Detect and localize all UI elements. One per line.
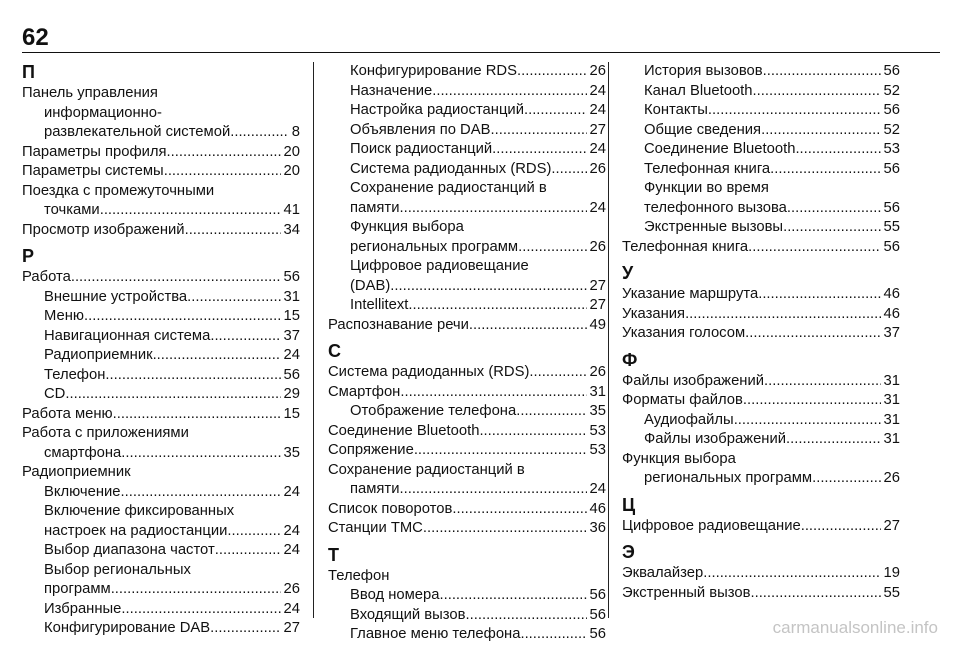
index-page-number: 52 — [883, 121, 900, 138]
index-entry-label: История вызовов — [644, 63, 763, 79]
index-entry — [328, 296, 606, 316]
dot-leader — [423, 519, 587, 539]
dot-leader — [65, 385, 280, 405]
dot-leader — [795, 140, 880, 160]
index-page-number: 26 — [883, 470, 900, 486]
index-entry-label: Телефонная книга — [622, 238, 749, 255]
dot-leader — [187, 288, 280, 308]
index-entry-label: настроек на радиостанции — [44, 522, 228, 539]
index-entry — [328, 199, 606, 219]
dot-leader — [812, 469, 880, 489]
column-divider — [313, 62, 314, 618]
index-page-number: 31 — [589, 383, 606, 400]
index-page-number: 24 — [283, 542, 300, 558]
index-entry — [22, 143, 300, 163]
dot-leader — [750, 584, 880, 604]
index-page-number: 36 — [589, 520, 606, 536]
index-entry-label: Соединение Bluetooth — [328, 422, 480, 439]
index-entry — [22, 444, 300, 464]
index-page-number: 34 — [283, 221, 300, 238]
index-entry — [22, 600, 300, 620]
index-page-number: 27 — [883, 517, 900, 534]
index-page-number: 29 — [283, 386, 300, 402]
index-page-number: 53 — [589, 422, 606, 439]
dot-leader — [164, 162, 281, 182]
index-entry-label: Цифровое радиовещание — [622, 517, 801, 534]
index-entry-label: Выбор диапазона частот — [44, 542, 215, 558]
dot-leader — [210, 619, 280, 639]
index-entry-label: Форматы файлов — [622, 392, 743, 408]
index-entry-label: памяти — [350, 199, 400, 216]
index-entry-text: Панель управления — [22, 85, 158, 101]
index-entry-label: Конфигурирование DAB — [44, 620, 211, 636]
index-entry-label: Список поворотов — [328, 500, 453, 517]
index-letter-heading: Т — [328, 544, 339, 565]
index-entry — [328, 121, 606, 141]
dot-leader — [111, 580, 281, 600]
index-entry — [328, 82, 606, 102]
index-entry-label: Канал Bluetooth — [644, 82, 753, 99]
index-entry-label: Экстренный вызов — [622, 584, 751, 601]
index-entry-label: Радиоприемник — [44, 347, 153, 363]
dot-leader — [469, 316, 587, 336]
dot-leader — [230, 123, 289, 143]
dot-leader — [399, 199, 586, 219]
index-letter-heading: Р — [22, 246, 35, 266]
index-letter-heading: С — [328, 341, 341, 361]
index-page-number: 24 — [589, 82, 606, 99]
index-entry — [22, 580, 300, 600]
dot-leader — [801, 517, 881, 537]
index-entry-label: Файлы изображений — [622, 372, 765, 389]
index-entry — [328, 316, 606, 336]
index-entry-label: смартфона — [44, 444, 122, 461]
index-entry-label: Общие сведения — [644, 121, 762, 138]
index-entry-label: Параметры профиля — [22, 143, 167, 160]
index-entry-label: Входящий вызов — [350, 606, 466, 623]
index-page-number: 26 — [589, 364, 606, 380]
index-entry — [328, 500, 606, 520]
dot-leader — [529, 363, 586, 383]
index-entry-label: Работа — [22, 269, 71, 285]
index-entry-label: Система радиоданных (RDS) — [350, 160, 552, 177]
index-entry — [22, 201, 300, 221]
index-entry-text: Радиоприемник — [22, 464, 131, 480]
dot-leader — [479, 422, 586, 442]
index-entry — [622, 140, 900, 160]
index-entry — [328, 519, 606, 539]
index-column-1 — [22, 62, 300, 639]
index-entry — [22, 619, 300, 639]
index-entry — [328, 441, 606, 461]
index-entry — [328, 402, 606, 422]
index-page-number: 56 — [883, 102, 900, 118]
index-entry-text: Выбор региональных — [44, 561, 191, 578]
dot-leader — [153, 346, 281, 366]
index-entry — [622, 218, 900, 238]
index-entry-label: Избранные — [44, 600, 122, 617]
dot-leader — [490, 121, 586, 141]
index-entry — [622, 82, 900, 102]
index-entry-label: развлекательной системой — [44, 124, 231, 140]
index-entry-label: Включение — [44, 483, 121, 500]
index-page-number: 27 — [283, 620, 300, 636]
index-page-number: 56 — [883, 238, 900, 255]
index-entry — [328, 101, 606, 121]
dot-leader — [185, 221, 281, 241]
index-entry-text: информационно- — [44, 104, 162, 121]
dot-leader — [685, 305, 880, 325]
dot-leader — [71, 268, 281, 288]
index-page-number: 52 — [883, 82, 900, 99]
index-entry-label: Конфигурирование RDS — [350, 63, 517, 79]
index-page-number: 35 — [589, 403, 606, 419]
index-entry-label: Назначение — [350, 82, 433, 99]
dot-leader — [734, 411, 881, 431]
index-entry-label: Меню — [44, 308, 84, 324]
index-page-number: 27 — [589, 297, 606, 313]
index-page-number: 35 — [283, 444, 300, 461]
index-entry — [22, 288, 300, 308]
index-page-number: 53 — [589, 442, 606, 458]
index-page-number: 24 — [589, 141, 606, 157]
dot-leader — [452, 500, 586, 520]
index-entry-text: Цифровое радиовещание — [350, 258, 529, 274]
index-entry — [328, 160, 606, 180]
index-entry-label: Навигационная система — [44, 327, 211, 344]
index-letter-heading: Ф — [622, 349, 638, 370]
dot-leader — [414, 441, 587, 461]
dot-leader — [121, 483, 281, 503]
index-entry-text: Включение фиксированных — [44, 503, 235, 519]
index-entry — [22, 366, 300, 386]
index-page-number: 24 — [283, 522, 300, 539]
index-entry — [328, 422, 606, 442]
dot-leader — [786, 430, 881, 450]
dot-leader — [753, 82, 881, 102]
dot-leader — [439, 586, 586, 606]
index-entry — [328, 480, 606, 500]
index-page-number: 26 — [589, 238, 606, 255]
dot-leader — [399, 480, 586, 500]
index-entry-text: Телефон — [328, 567, 390, 584]
index-page-number: 8 — [291, 124, 300, 140]
index-entry-label: Указание маршрута — [622, 286, 759, 302]
dot-leader — [516, 402, 586, 422]
dot-leader — [215, 541, 281, 561]
index-page-number: 46 — [589, 500, 606, 517]
index-entry-label: Отображение телефона — [350, 403, 517, 419]
index-page-number: 26 — [589, 160, 606, 177]
index-entry-label: Телефон — [44, 366, 106, 383]
index-page-number: 56 — [883, 199, 900, 216]
index-entry-text: Функции во время — [644, 180, 769, 196]
index-entry — [622, 160, 900, 180]
index-column-2 — [328, 62, 606, 645]
index-entry — [22, 162, 300, 182]
index-page-number: 26 — [283, 581, 300, 597]
index-entry-text: Функция выбора — [622, 450, 736, 467]
index-entry — [622, 469, 900, 489]
index-page-number: 46 — [883, 286, 900, 302]
index-entry — [22, 522, 300, 542]
dot-leader — [121, 444, 280, 464]
index-entry — [22, 268, 300, 288]
index-entry — [622, 430, 900, 450]
index-entry-label: телефонного вызова — [644, 199, 787, 216]
index-page-number: 31 — [283, 288, 300, 305]
index-entry — [328, 238, 606, 258]
index-page-number: 49 — [589, 316, 606, 333]
index-entry-label: Эквалайзер — [622, 565, 704, 581]
dot-leader — [84, 307, 281, 327]
index-entry-text: Поездка с промежуточными — [22, 182, 215, 199]
index-entry — [622, 199, 900, 219]
index-entry — [622, 285, 900, 305]
dot-leader — [492, 140, 586, 160]
dot-leader — [167, 143, 281, 163]
index-entry-label: Соединение Bluetooth — [644, 141, 796, 157]
index-entry-label: Настройка радиостанций — [350, 102, 524, 118]
dot-leader — [100, 201, 281, 221]
index-entry-label: Станции TMC — [328, 520, 423, 536]
dot-leader — [761, 121, 880, 141]
index-page-number: 55 — [883, 584, 900, 601]
index-entry — [22, 123, 300, 143]
dot-leader — [524, 101, 587, 121]
index-page-number: 20 — [283, 163, 300, 179]
index-letter-heading: Ц — [622, 494, 636, 515]
index-entry — [622, 324, 900, 344]
index-page-number: 56 — [283, 366, 300, 383]
index-entry-text: Сохранение радиостанций в — [350, 180, 547, 196]
index-entry — [622, 305, 900, 325]
index-column-3 — [622, 62, 900, 603]
index-page-number: 24 — [283, 600, 300, 617]
dot-leader — [518, 238, 586, 258]
index-entry — [22, 541, 300, 561]
dot-leader — [787, 199, 881, 219]
index-page-number: 24 — [589, 481, 606, 497]
index-page-number: 24 — [283, 347, 300, 363]
index-entry-label: точками — [44, 202, 100, 218]
index-page-number: 31 — [883, 392, 900, 408]
index-entry-label: Указания голосом — [622, 325, 746, 341]
index-page-number: 31 — [883, 431, 900, 447]
index-page-number: 26 — [589, 63, 606, 79]
index-entry-label: памяти — [350, 481, 400, 497]
index-entry — [328, 606, 606, 626]
index-entry-label: региональных программ — [350, 238, 519, 255]
index-entry-label: программ — [44, 581, 111, 597]
index-entry-label: Указания — [622, 305, 686, 322]
dot-leader — [432, 82, 586, 102]
index-entry — [622, 372, 900, 392]
index-entry — [22, 346, 300, 366]
index-entry — [328, 277, 606, 297]
page-number: 62 — [22, 24, 49, 51]
index-page-number: 55 — [883, 219, 900, 235]
dot-leader — [517, 62, 587, 82]
dot-leader — [703, 564, 880, 584]
index-page-number: 56 — [589, 606, 606, 623]
dot-leader — [770, 160, 880, 180]
index-entry — [22, 327, 300, 347]
dot-leader — [763, 62, 881, 82]
dot-leader — [210, 327, 280, 347]
index-entry — [22, 307, 300, 327]
index-page-number: 31 — [883, 372, 900, 389]
index-entry-label: Intellitext — [350, 297, 409, 313]
index-entry — [622, 584, 900, 604]
index-entry — [622, 121, 900, 141]
index-page-number: 56 — [589, 587, 606, 603]
index-entry-label: Ввод номера — [350, 587, 440, 603]
header-rule — [22, 52, 940, 53]
index-letter-heading: Э — [622, 542, 635, 562]
dot-leader — [390, 277, 586, 297]
index-entry-label: Аудиофайлы — [644, 411, 734, 428]
dot-leader — [745, 324, 880, 344]
index-page-number: 15 — [283, 308, 300, 324]
index-page-number: 15 — [283, 405, 300, 422]
index-page-number: 53 — [883, 141, 900, 157]
index-entry-label: Смартфон — [328, 383, 401, 400]
index-entry-label: Контакты — [644, 102, 708, 118]
index-entry — [22, 221, 300, 241]
dot-leader — [551, 160, 586, 180]
index-entry-label: Система радиоданных (RDS) — [328, 364, 530, 380]
dot-leader — [758, 285, 880, 305]
index-entry-label: Сопряжение — [328, 442, 414, 458]
index-entry — [328, 383, 606, 403]
dot-leader — [121, 600, 280, 620]
dot-leader — [783, 218, 880, 238]
index-entry — [328, 140, 606, 160]
index-entry — [622, 238, 900, 258]
index-entry — [22, 385, 300, 405]
index-entry — [22, 405, 300, 425]
dot-leader — [466, 606, 587, 626]
index-entry-label: Экстренные вызовы — [644, 219, 784, 235]
index-page-number: 20 — [283, 143, 300, 160]
index-entry-label: Распознавание речи — [328, 316, 469, 333]
index-page-number: 19 — [883, 565, 900, 581]
index-page-number: 46 — [883, 305, 900, 322]
index-entry-label: Параметры системы — [22, 163, 164, 179]
index-entry-label: Главное меню телефона — [350, 626, 521, 642]
dot-leader — [113, 405, 281, 425]
index-page-number: 24 — [589, 199, 606, 216]
index-entry — [622, 391, 900, 411]
index-entry — [622, 62, 900, 82]
dot-leader — [105, 366, 280, 386]
index-page-number: 56 — [589, 626, 606, 642]
index-page-number: 37 — [283, 327, 300, 344]
index-page-number: 56 — [283, 269, 300, 285]
column-divider — [608, 62, 609, 618]
dot-leader — [227, 522, 280, 542]
index-page-number: 31 — [883, 411, 900, 428]
index-page-number: 37 — [883, 325, 900, 341]
index-entry-text: Сохранение радиостанций в — [328, 461, 525, 478]
index-entry — [328, 62, 606, 82]
dot-leader — [764, 372, 881, 392]
index-entry-label: Внешние устройства — [44, 288, 188, 305]
dot-leader — [408, 296, 586, 316]
index-entry — [328, 586, 606, 606]
index-entry-text: Функция выбора — [350, 219, 464, 235]
index-entry — [328, 363, 606, 383]
index-page-number: 27 — [589, 121, 606, 138]
index-entry-label: региональных программ — [644, 470, 813, 486]
index-page-number: 56 — [883, 160, 900, 177]
index-entry-label: Телефонная книга — [644, 160, 771, 177]
index-letter-heading: У — [622, 263, 634, 283]
index-entry — [622, 564, 900, 584]
index-entry-text: Работа с приложениями — [22, 425, 189, 441]
index-entry-label: Файлы изображений — [644, 431, 787, 447]
dot-leader — [400, 383, 586, 403]
index-page-number: 24 — [283, 483, 300, 500]
index-page-number: 27 — [589, 277, 606, 294]
index-page-number: 56 — [883, 63, 900, 79]
index-page-number: 41 — [283, 202, 300, 218]
index-entry — [22, 483, 300, 503]
index-letter-heading: П — [22, 62, 35, 82]
index-entry — [622, 101, 900, 121]
index-page-number: 24 — [589, 102, 606, 118]
dot-leader — [743, 391, 881, 411]
dot-leader — [708, 101, 881, 121]
index-entry-label: Просмотр изображений — [22, 221, 185, 238]
index-entry-label: Работа меню — [22, 405, 113, 422]
index-entry — [622, 411, 900, 431]
index-entry-label: Поиск радиостанций — [350, 141, 493, 157]
dot-leader — [748, 238, 880, 258]
watermark: carmanualsonline.info — [772, 618, 938, 637]
index-entry — [622, 517, 900, 537]
index-entry-label: CD — [44, 386, 66, 402]
index-entry-label: Объявления по DAB — [350, 121, 491, 138]
index-entry-label: (DAB) — [350, 277, 391, 294]
